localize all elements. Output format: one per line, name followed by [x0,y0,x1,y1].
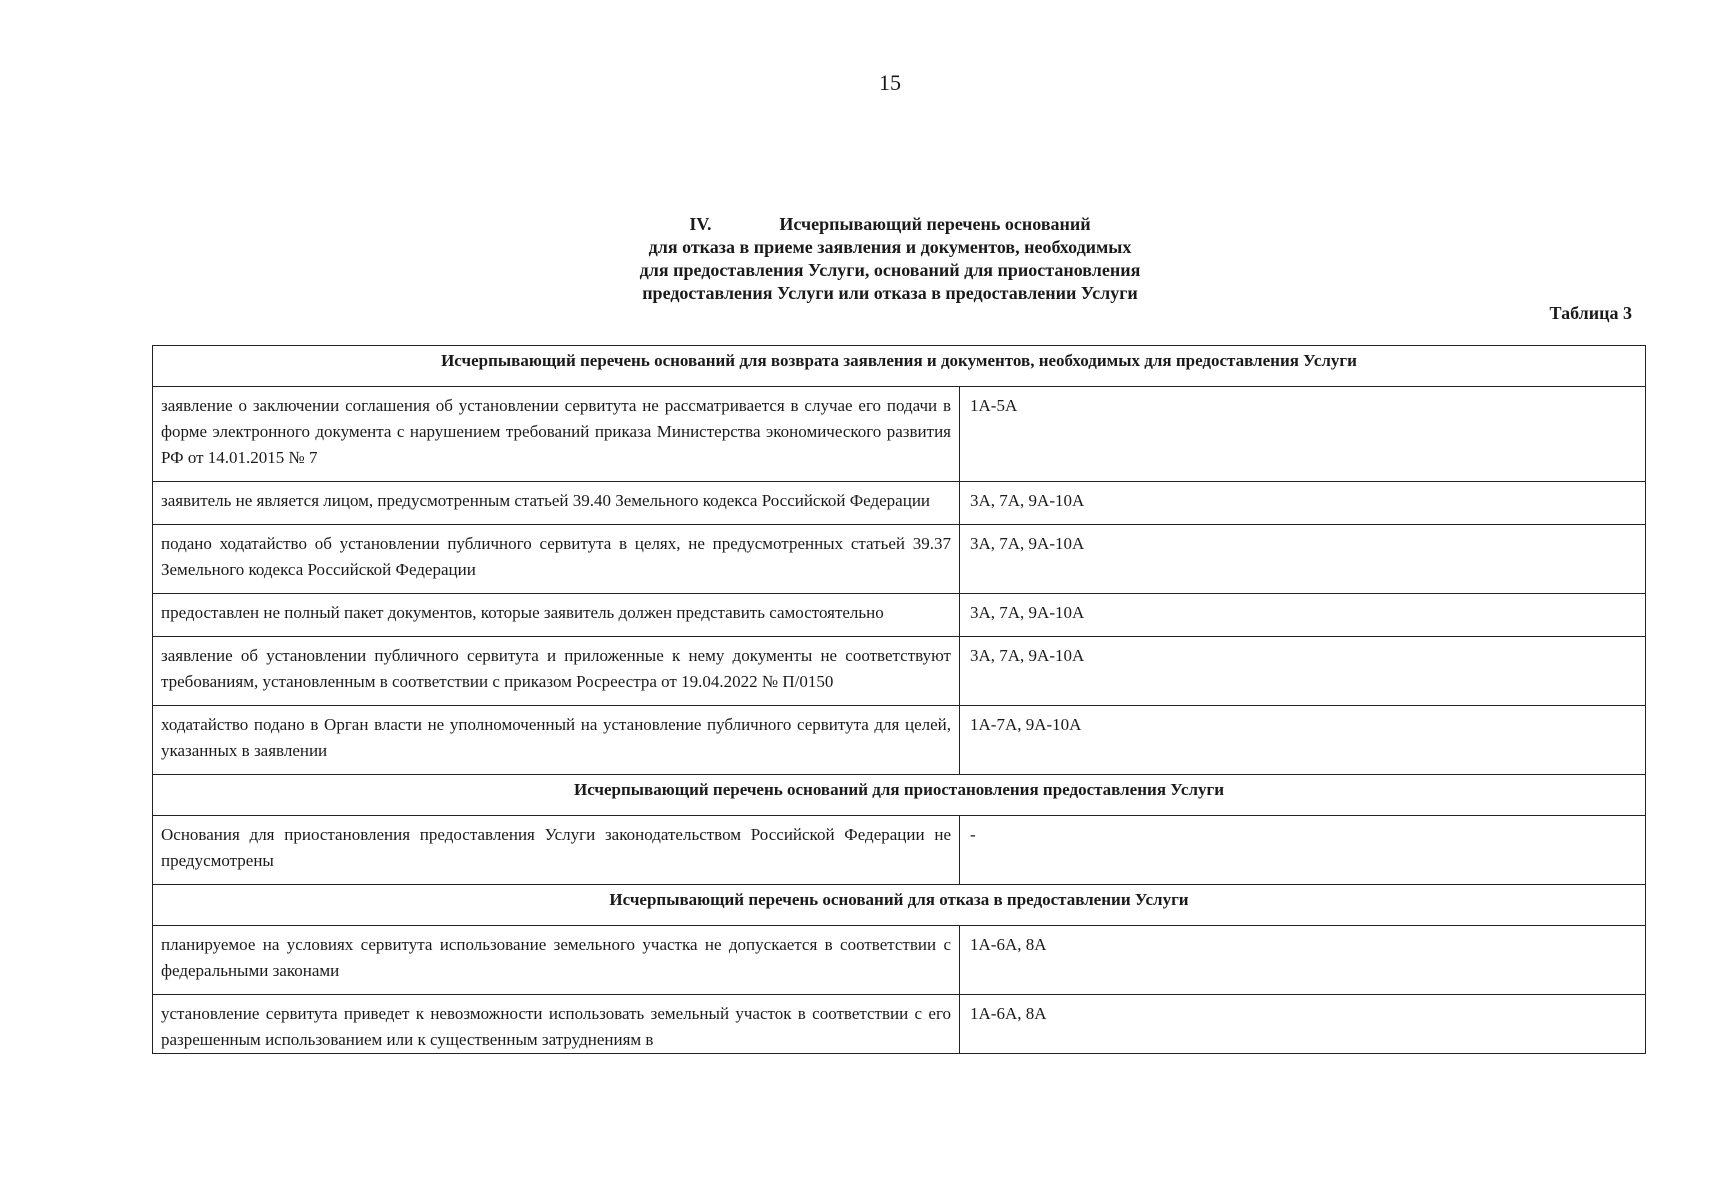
reason-cell: Основания для приостановления предоставления Услуги законодательством Российской Федерации не предусмотрены [153,816,960,885]
section-header-refusal: Исчерпывающий перечень оснований для отказа в предоставлении Услуги [153,885,1646,926]
page-number: 15 [879,70,901,95]
reason-cell: установление сервитута приведет к невозможности использовать земельный участок в соответствии с его разрешенным использованием или к существенным затруднениям в [153,995,960,1054]
section-header-suspension: Исчерпывающий перечень оснований для приостановления предоставления Услуги [153,775,1646,816]
table-section-header [153,885,1646,926]
table-row [153,594,1646,637]
grounds-table [152,345,1646,1054]
reason-cell: планируемое на условиях сервитута использование земельного участка не допускается в соответствии с федеральными законами [153,926,960,995]
reason-cell: ходатайство подано в Орган власти не уполномоченный на установление публичного сервитута для целей, указанных в заявлении [153,706,960,775]
code-cell: 1А-5А [960,387,1646,482]
section-heading-line-1 [560,213,1220,236]
code-cell: - [960,816,1646,885]
section-heading-line-3: для предоставления Услуги, оснований для приостановления [639,260,1141,280]
section-title: Исчерпывающий перечень оснований [779,214,1091,234]
table-row [153,525,1646,594]
code-cell: 1А-6А, 8А [960,926,1646,995]
table-row [153,706,1646,775]
table-section-header [153,346,1646,387]
table-row [153,637,1646,706]
table-row [153,816,1646,885]
code-cell: 1А-6А, 8А [960,995,1646,1054]
section-roman-numeral: IV. [689,214,712,234]
reason-cell: предоставлен не полный пакет документов, которые заявитель должен представить самостоятельно [153,594,960,637]
code-cell: 3А, 7А, 9А-10А [960,525,1646,594]
section-header-return: Исчерпывающий перечень оснований для возврата заявления и документов, необходимых для предоставления Услуги [153,346,1646,387]
code-cell: 3А, 7А, 9А-10А [960,594,1646,637]
section-heading-line-4: предоставления Услуги или отказа в предоставлении Услуги [642,283,1138,303]
table-row [153,482,1646,525]
code-cell: 1А-7А, 9А-10А [960,706,1646,775]
table-row [153,926,1646,995]
reason-cell: подано ходатайство об установлении публичного сервитута в целях, не предусмотренных статьей 39.37 Земельного кодекса Российской Федерации [153,525,960,594]
section-heading [560,213,1220,305]
code-cell: 3А, 7А, 9А-10А [960,482,1646,525]
section-heading-line-2: для отказа в приеме заявления и документов, необходимых [648,237,1132,257]
table-section-header [153,775,1646,816]
code-cell: 3А, 7А, 9А-10А [960,637,1646,706]
reason-cell: заявление о заключении соглашения об установлении сервитута не рассматривается в случае его подачи в форме электронного документа с нарушением требований приказа Министерства экономического развития РФ от 14.01.2015 № 7 [153,387,960,482]
table-caption: Таблица 3 [1549,303,1632,323]
reason-cell: заявление об установлении публичного сервитута и приложенные к нему документы не соответствуют требованиям, установленным в соответствии с приказом Росреестра от 19.04.2022 № П/0150 [153,637,960,706]
table-row [153,387,1646,482]
reason-cell: заявитель не является лицом, предусмотренным статьей 39.40 Земельного кодекса Российской Федерации [153,482,960,525]
table-row [153,995,1646,1054]
